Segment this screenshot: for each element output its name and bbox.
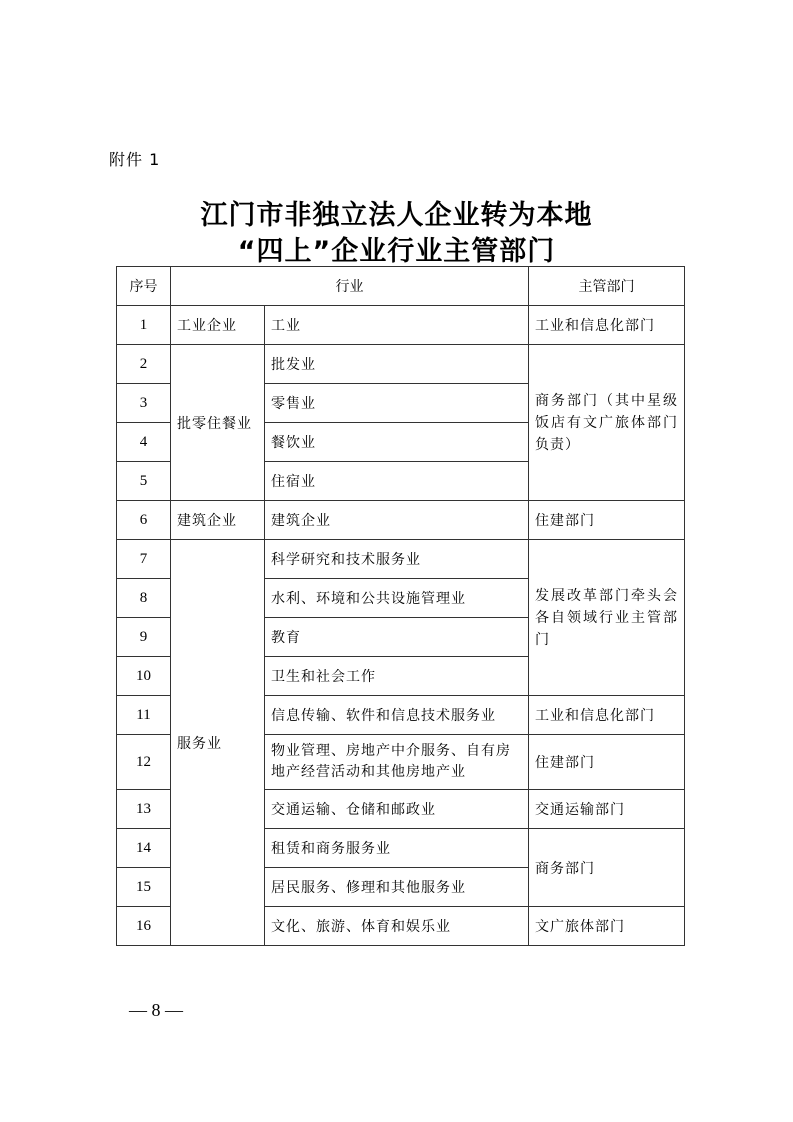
row-seq: 10	[117, 657, 171, 696]
row-seq: 13	[117, 790, 171, 829]
header-seq: 序号	[117, 267, 171, 306]
row-dept: 工业和信息化部门	[529, 696, 685, 735]
row-seq: 15	[117, 868, 171, 907]
row-seq: 3	[117, 384, 171, 423]
row-dept: 文广旅体部门	[529, 907, 685, 946]
row-seq: 14	[117, 829, 171, 868]
row-seq: 11	[117, 696, 171, 735]
row-industry: 居民服务、修理和其他服务业	[265, 868, 529, 907]
row-industry: 租赁和商务服务业	[265, 829, 529, 868]
document-title-line-2: “四上”企业行业主管部门	[237, 236, 556, 267]
group-services: 服务业	[171, 540, 265, 946]
row-seq: 5	[117, 462, 171, 501]
page-number: — 8 —	[129, 1000, 183, 1020]
row-industry: 水利、环境和公共设施管理业	[265, 579, 529, 618]
row-dept: 住建部门	[529, 735, 685, 790]
group-construction: 建筑企业	[171, 501, 265, 540]
row-seq: 8	[117, 579, 171, 618]
row-seq: 16	[117, 907, 171, 946]
row-seq: 1	[117, 306, 171, 345]
row-seq: 9	[117, 618, 171, 657]
row-industry: 工业	[265, 306, 529, 345]
group-industrial: 工业企业	[171, 306, 265, 345]
row-industry: 交通运输、仓储和邮政业	[265, 790, 529, 829]
row-dept: 工业和信息化部门	[529, 306, 685, 345]
table-row	[117, 501, 685, 540]
merged-dept-wholesale: 商务部门（其中星级饭店有文广旅体部门负责）	[529, 345, 685, 501]
row-industry: 科学研究和技术服务业	[265, 540, 529, 579]
row-seq: 6	[117, 501, 171, 540]
row-industry: 批发业	[265, 345, 529, 384]
row-seq: 4	[117, 423, 171, 462]
row-industry: 建筑企业	[265, 501, 529, 540]
table-row	[117, 540, 685, 579]
table-row	[117, 345, 685, 384]
header-dept: 主管部门	[529, 267, 685, 306]
industry-department-table	[116, 266, 685, 946]
merged-dept-commerce: 商务部门	[529, 829, 685, 907]
row-industry: 物业管理、房地产中介服务、自有房地产经营活动和其他房地产业	[265, 735, 529, 790]
row-seq: 12	[117, 735, 171, 790]
row-industry: 住宿业	[265, 462, 529, 501]
group-wholesale: 批零住餐业	[171, 345, 265, 501]
row-industry: 卫生和社会工作	[265, 657, 529, 696]
row-industry: 信息传输、软件和信息技术服务业	[265, 696, 529, 735]
header-industry: 行业	[171, 267, 529, 306]
row-industry: 教育	[265, 618, 529, 657]
row-seq: 7	[117, 540, 171, 579]
row-industry: 零售业	[265, 384, 529, 423]
attachment-label: 附件 1	[109, 150, 161, 169]
table-row	[117, 306, 685, 345]
row-dept: 住建部门	[529, 501, 685, 540]
row-industry: 文化、旅游、体育和娱乐业	[265, 907, 529, 946]
table-header-row	[117, 267, 685, 306]
row-industry: 餐饮业	[265, 423, 529, 462]
row-dept: 交通运输部门	[529, 790, 685, 829]
document-title-line-1: 江门市非独立法人企业转为本地	[200, 200, 593, 231]
merged-dept-reform: 发展改革部门牵头会各自领域行业主管部门	[529, 540, 685, 696]
row-seq: 2	[117, 345, 171, 384]
